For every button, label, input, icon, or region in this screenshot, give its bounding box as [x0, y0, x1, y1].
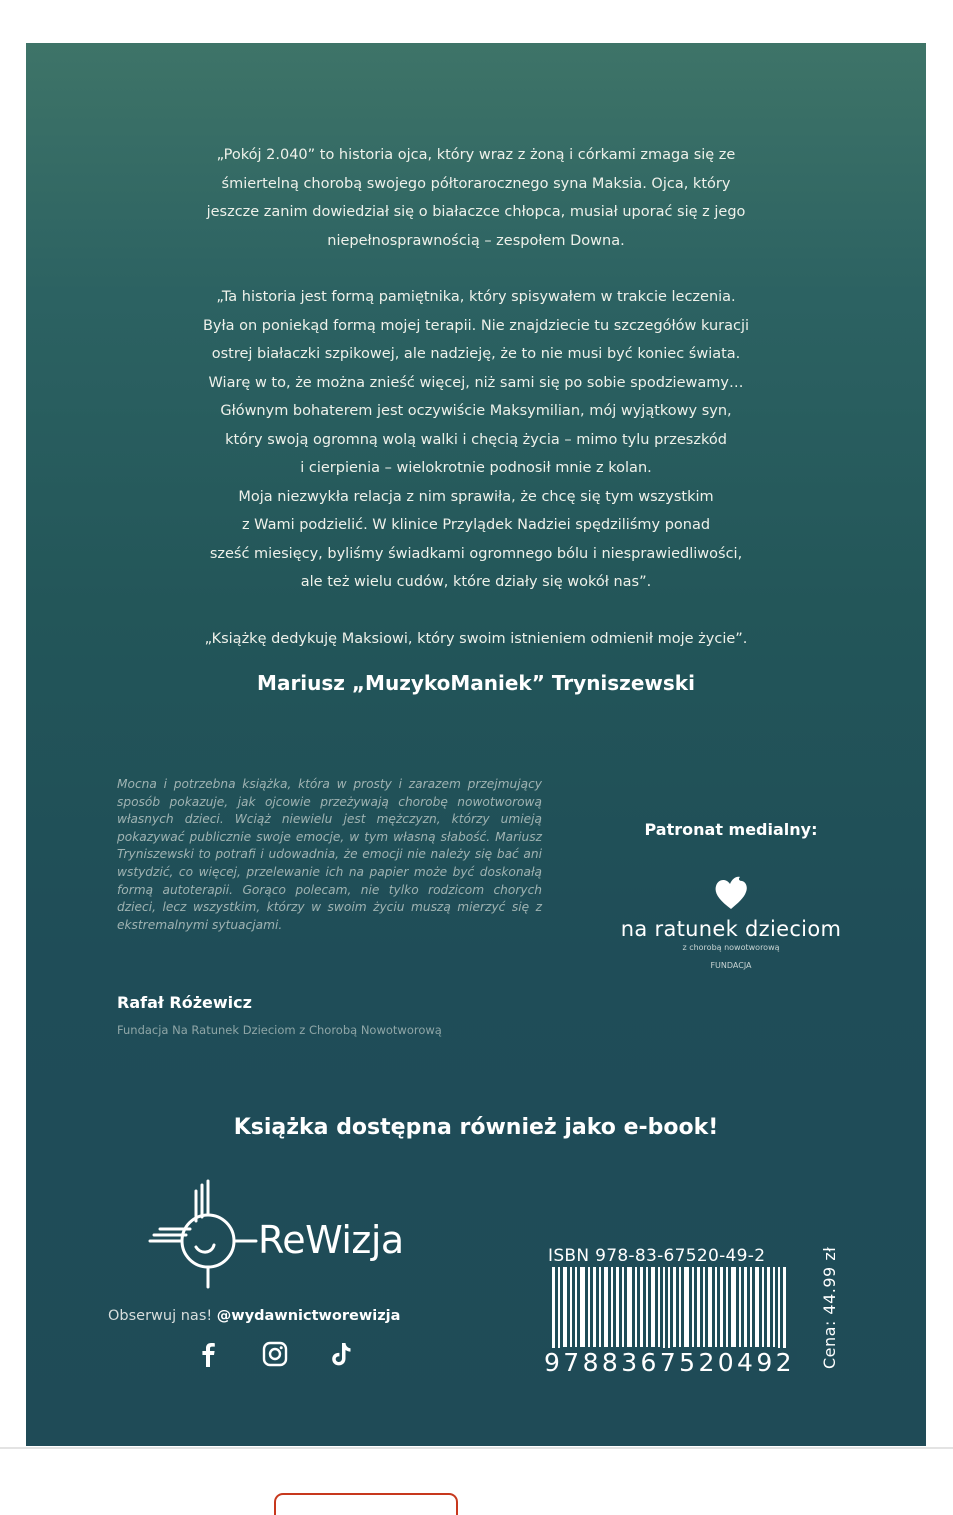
follow-line [108, 1308, 438, 1324]
isbn-digits: 9788367520492 [544, 1348, 795, 1377]
blurb-paragraph-1 [126, 141, 826, 255]
follow-prefix: Obserwuj nas! [108, 1308, 213, 1324]
rewizja-logo-icon [146, 1179, 258, 1291]
review-text: Mocna i potrzebna książka, która w prosty i zarazem przejmujący sposób pokazuje, jak ojcowie przeżywają chorobę nowotworową własnych dzieci. Wciąż niewielu jest mężczyzn, którzy umieją pokazywać publicznie swoje emocje, w tym własną słabość. Mariusz Tryniszewski to potrafi i udowadnia, że emocji nie należy się bać ani wstydzić, co więcej, przelewanie ich na papier może być doskonałą formą autoterapii. Gorąco polecam, nie tylko rodzicom chorych dzieci, lecz wszystkim, którzy w swoim życiu muszą mierzyć się z ekstremalnymi sytuacjami. [117, 777, 542, 932]
foundation-logo [606, 873, 856, 970]
foundation-heart-icon [711, 873, 751, 913]
reviewer-organization: Fundacja Na Ratunek Dzieciom z Chorobą Nowotworową [117, 1023, 442, 1037]
book-back-cover [26, 43, 926, 1446]
blurb-text-2: „Ta historia jest formą pamiętnika, który spisywałem w trakcie leczenia. Była on poniekąd formą mojej terapii. Nie znajdziecie tu szczegółów kuracji ostrej białaczki szpikowej, ale nadzieję, że to nie musi być koniec świata. Wiarę w to, że można znieść więcej, niż sami się po sobie spodziewamy… Głównym bohaterem jest oczywiście Maksymilian, mój wyjątkowy syn, który swoją ogromną wolą walki i chęcią życia – mimo tylu przeszkód i cierpienia – wielokrotnie podnosił mnie z kolan. Moja niezwykła relacja z nim sprawiła, że chcę się tym wszystkim z Wami podzielić. W klinice Przylądek Nadziei spędziliśmy ponad sześć miesięcy, byliśmy świadkami ogromnego bólu i niesprawiedliwości, ale też wielu cudów, które działy się wokół nas”. [202, 289, 750, 590]
tiktok-icon [330, 1341, 352, 1367]
social-icons [196, 1341, 352, 1367]
blurb-paragraph-3 [126, 625, 826, 654]
foundation-type: FUNDACJA [710, 961, 752, 970]
author-name: Mariusz „MuzykoManiek” Tryniszewski [257, 671, 695, 695]
foundation-name: na ratunek dzieciom [620, 917, 842, 941]
instagram-icon [262, 1341, 288, 1367]
isbn-label: ISBN 978-83-67520-49-2 [548, 1246, 766, 1266]
blurb-text-1: „Pokój 2.040” to historia ojca, który wraz z żoną i córkami zmaga się ze śmiertelną chorobą swojego półtorarocznego syna Maksia. Ojca, który jeszcze zanim dowiedział się o białaczce chłopca, musiał uporać się z jego niepełnosprawnością – zespołem Downa. [206, 147, 746, 249]
reviewer-name: Rafał Różewicz [117, 993, 252, 1012]
page-divider [0, 1447, 953, 1449]
social-handle: @wydawnictworewizja [216, 1308, 401, 1324]
ebook-note: Książka dostępna również jako e-book! [233, 1115, 719, 1140]
dedication-text: „Książkę dedykuję Maksiowi, który swoim istnieniem odmienił moje życie”. [204, 631, 748, 647]
publisher-name: ReWizja [258, 1218, 404, 1262]
blurb-paragraph-2 [126, 283, 826, 597]
bottom-action-button[interactable] [274, 1493, 458, 1515]
facebook-icon [196, 1341, 220, 1367]
price-label: Cena: 44.99 zł [820, 1246, 839, 1369]
media-patronage-label: Patronat medialny: [644, 820, 818, 839]
foundation-subtitle: z chorobą nowotworową [682, 943, 780, 952]
